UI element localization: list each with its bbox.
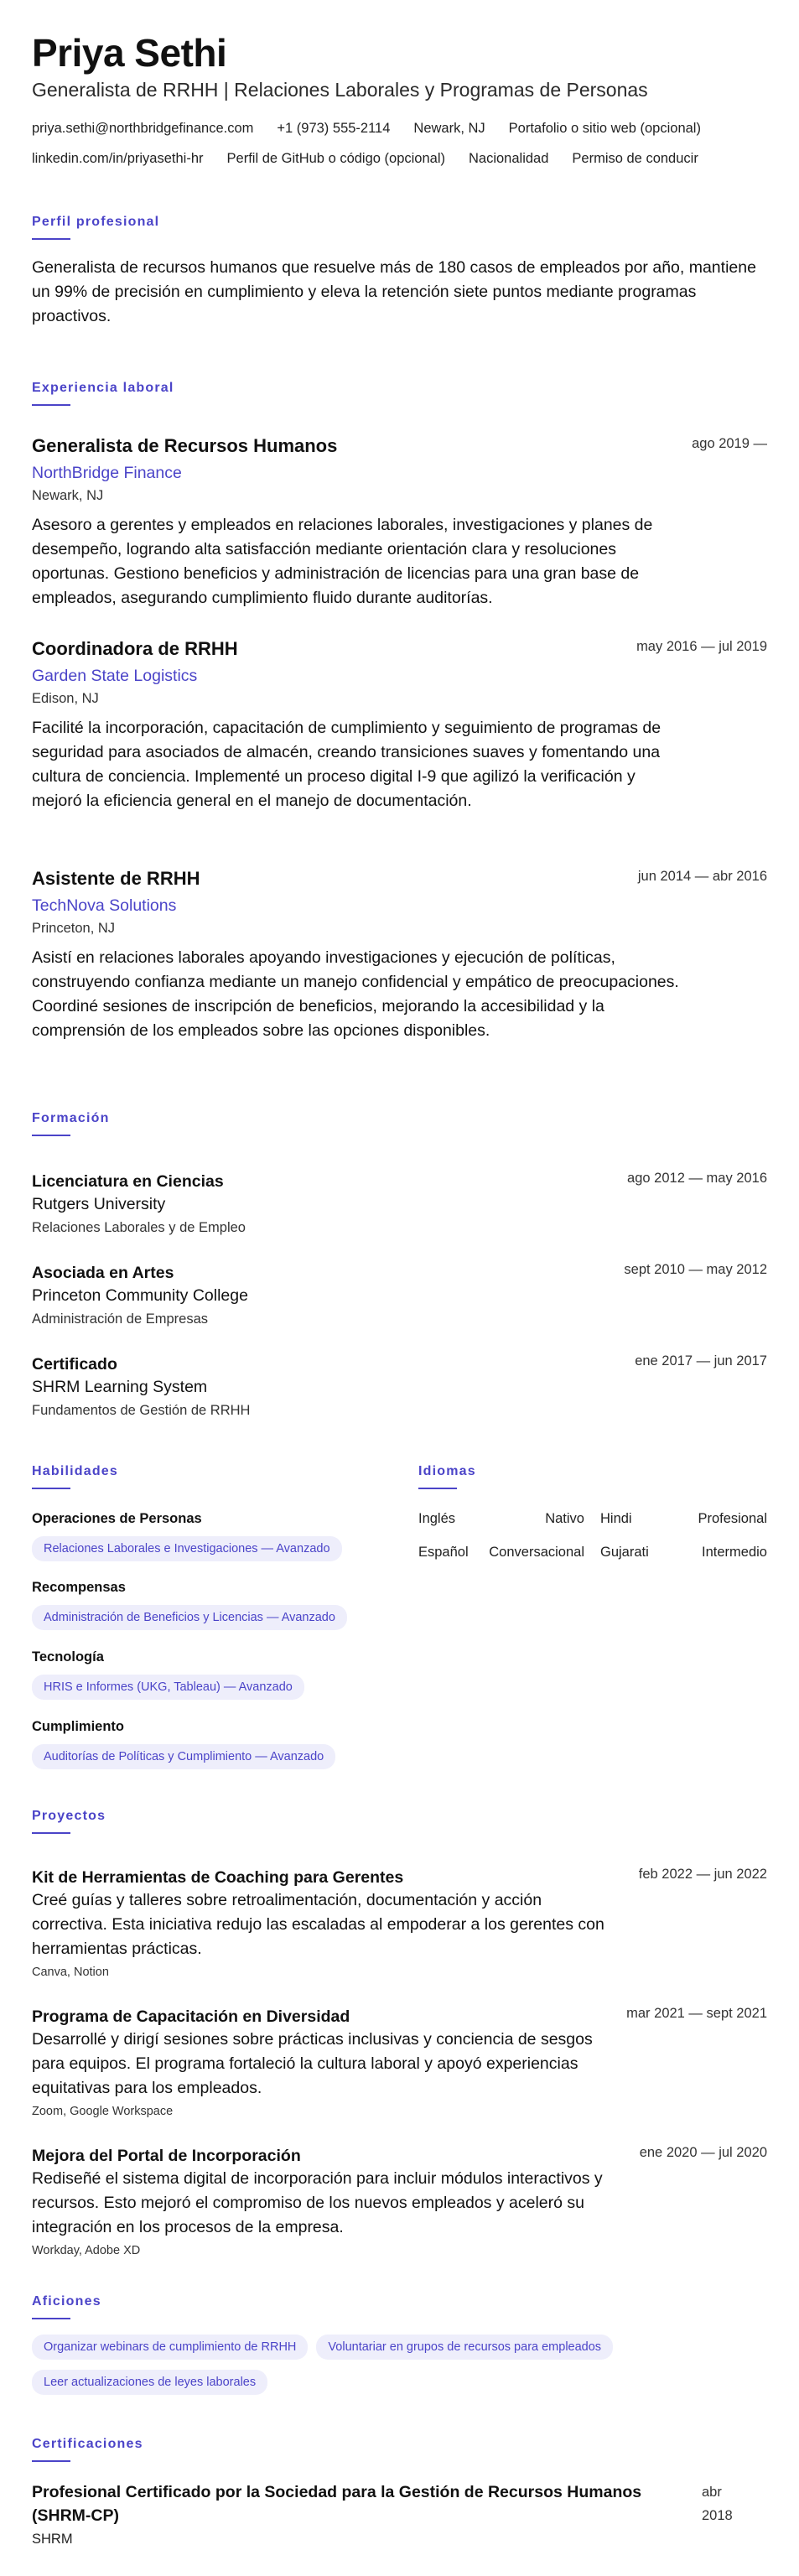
- hobby-pill: Voluntariar en grupos de recursos para empleados: [316, 2334, 613, 2360]
- job-title: Asistente de RRHH: [32, 868, 200, 889]
- job-company: NorthBridge Finance: [32, 464, 182, 482]
- contact-email[interactable]: priya.sethi@northbridgefinance.com: [32, 121, 254, 136]
- job-location: Edison, NJ: [32, 691, 99, 706]
- contact-info: [32, 119, 767, 179]
- job-dates: ago 2019 —: [692, 436, 767, 451]
- education-field: Fundamentos de Gestión de RRHH: [32, 1403, 251, 1418]
- experience-item: [32, 867, 767, 1043]
- contact-nationality: Nacionalidad: [469, 151, 549, 166]
- certification-date: abr 2018: [702, 2485, 733, 2523]
- hobby-pill: Organizar webinars de cumplimiento de RRHH: [32, 2334, 308, 2360]
- project-dates: ene 2020 — jul 2020: [639, 2145, 767, 2160]
- candidate-headline: Generalista de RRHH | Relaciones Laborales y Programas de Personas: [32, 79, 648, 101]
- skill-category: Operaciones de Personas: [32, 1511, 202, 1526]
- job-dates: may 2016 — jul 2019: [636, 639, 767, 654]
- language-name: Gujarati: [600, 1545, 649, 1560]
- skill-group: [32, 1509, 342, 1561]
- contact-website[interactable]: Portafolio o sitio web (opcional): [508, 121, 701, 136]
- project-title: Programa de Capacitación en Diversidad: [32, 2007, 350, 2026]
- contact-license: Permiso de conducir: [572, 151, 698, 166]
- skill-pill: HRIS e Informes (UKG, Tableau) — Avanzado: [32, 1675, 304, 1700]
- certification-issuer: SHRM: [32, 2532, 73, 2547]
- section-rule: [32, 238, 70, 240]
- hobbies-list: [32, 2334, 767, 2405]
- language-level: Profesional: [698, 1511, 767, 1526]
- job-company: Garden State Logistics: [32, 667, 198, 685]
- language-level: Conversacional: [489, 1545, 584, 1560]
- education-field: Relaciones Laborales y de Empleo: [32, 1220, 246, 1235]
- language-level: Intermedio: [702, 1545, 767, 1560]
- experience-item: [32, 434, 767, 610]
- education-school: Rutgers University: [32, 1195, 166, 1213]
- education-item: [32, 1262, 767, 1329]
- job-company: TechNova Solutions: [32, 896, 177, 915]
- section-rule: [418, 1488, 457, 1489]
- education-item: [32, 1353, 767, 1420]
- job-location: Newark, NJ: [32, 488, 104, 503]
- education-degree: Licenciatura en Ciencias: [32, 1172, 224, 1191]
- section-title-hobbies: Aficiones: [32, 2294, 101, 2309]
- language-name: Inglés: [418, 1511, 456, 1526]
- job-description: Asistí en relaciones laborales apoyando investigaciones y ejecución de políticas, construyendo confianza mediante un manejo confidencial y empático de preocupaciones. Coordiné sesiones de inscripción de beneficios, mejorando la accesibilidad y la comprensión de los empleados sobre las opciones disponibles.: [32, 948, 679, 1040]
- contact-github[interactable]: Perfil de GitHub o código (opcional): [226, 151, 445, 166]
- skill-pill: Auditorías de Políticas y Cumplimiento — Avanzado: [32, 1744, 335, 1769]
- section-rule: [32, 1135, 70, 1136]
- summary-text: Generalista de recursos humanos que resuelve más de 180 casos de empleados por año, mantiene un 99% de precisión en cumplimiento y eleva la retención siete puntos mediante programas proactivos.: [32, 258, 756, 325]
- education-field: Administración de Empresas: [32, 1311, 209, 1327]
- project-dates: feb 2022 — jun 2022: [638, 1867, 767, 1882]
- job-dates: jun 2014 — abr 2016: [637, 869, 767, 884]
- job-description: Asesoro a gerentes y empleados en relaciones laborales, investigaciones y planes de desempeño, logrando alta satisfacción mediante orientación clara y resoluciones oportunas. Gestiono beneficios y administración de licencias para una gran base de empleados, asegurando cumplimiento fluido durante auditorías.: [32, 516, 653, 607]
- education-dates: ene 2017 — jun 2017: [635, 1353, 767, 1368]
- education-degree: Certificado: [32, 1355, 117, 1374]
- candidate-name: Priya Sethi: [32, 31, 227, 75]
- language-level: Nativo: [545, 1511, 584, 1526]
- job-location: Princeton, NJ: [32, 921, 116, 936]
- skill-group: [32, 1578, 347, 1630]
- project-description: Rediseñé el sistema digital de incorporación para incluir módulos interactivos y recursos. Esto mejoró el compromiso de los nuevos empleados y aceleró su integración en los procesos de la empresa.: [32, 2169, 603, 2236]
- skill-category: Tecnología: [32, 1649, 104, 1665]
- skill-group: [32, 1717, 335, 1769]
- education-school: Princeton Community College: [32, 1286, 248, 1305]
- skill-category: Cumplimiento: [32, 1719, 124, 1734]
- education-degree: Asociada en Artes: [32, 1264, 174, 1282]
- project-dates: mar 2021 — sept 2021: [626, 2006, 767, 2021]
- job-title: Coordinadora de RRHH: [32, 638, 238, 659]
- project-item: [32, 2145, 767, 2260]
- section-rule: [32, 1488, 70, 1489]
- project-tools: Workday, Adobe XD: [32, 2244, 141, 2257]
- section-title-summary: Perfil profesional: [32, 215, 160, 229]
- certification-title: Profesional Certificado por la Sociedad para la Gestión de Recursos Humanos (SHRM-CP): [32, 2483, 642, 2525]
- section-rule: [32, 1832, 70, 1834]
- language-name: Hindi: [600, 1511, 632, 1526]
- project-tools: Zoom, Google Workspace: [32, 2105, 174, 2118]
- job-title: Generalista de Recursos Humanos: [32, 435, 338, 456]
- project-tools: Canva, Notion: [32, 1966, 109, 1979]
- project-description: Desarrollé y dirigí sesiones sobre prácticas inclusivas y conciencia de sesgos para equipos. El programa fortaleció la cultura laboral y apoyó experiencias equitativas para los empleados.: [32, 2030, 593, 2097]
- section-title-skills: Habilidades: [32, 1464, 119, 1478]
- section-title-certifications: Certificaciones: [32, 2437, 143, 2451]
- section-title-experience: Experiencia laboral: [32, 381, 174, 395]
- contact-linkedin[interactable]: linkedin.com/in/priyasethi-hr: [32, 151, 204, 166]
- section-title-education: Formación: [32, 1111, 110, 1125]
- section-rule: [32, 2318, 70, 2319]
- skill-pill: Relaciones Laborales e Investigaciones — Avanzado: [32, 1536, 342, 1561]
- job-description: Facilité la incorporación, capacitación de cumplimiento y seguimiento de programas de seguridad para asociados de almacén, creando transiciones suaves y fomentando una cultura de conciencia. Implementé un proceso digital I-9 que agilizó la verificación y mejoró la eficiencia general en el manejo de documentación.: [32, 719, 662, 810]
- skill-category: Recompensas: [32, 1580, 126, 1595]
- skill-pill: Administración de Beneficios y Licencias — Avanzado: [32, 1605, 347, 1630]
- hobby-pill: Leer actualizaciones de leyes laborales: [32, 2370, 267, 2395]
- education-item: [32, 1171, 767, 1238]
- education-dates: sept 2010 — may 2012: [624, 1262, 767, 1277]
- experience-item: [32, 637, 767, 813]
- section-rule: [32, 2460, 70, 2462]
- contact-location: Newark, NJ: [413, 121, 485, 136]
- contact-phone[interactable]: +1 (973) 555-2114: [277, 121, 391, 136]
- project-item: [32, 1867, 767, 1981]
- section-title-projects: Proyectos: [32, 1809, 106, 1823]
- certification-item: [32, 2480, 767, 2549]
- section-title-languages: Idiomas: [418, 1464, 476, 1478]
- education-dates: ago 2012 — may 2016: [627, 1171, 767, 1186]
- section-rule: [32, 404, 70, 406]
- skill-group: [32, 1648, 304, 1700]
- project-title: Kit de Herramientas de Coaching para Gerentes: [32, 1868, 404, 1887]
- project-description: Creé guías y talleres sobre retroalimentación, documentación y acción correctiva. Esta iniciativa redujo las escaladas al empoderar a los gerentes con herramientas prácticas.: [32, 1891, 604, 1958]
- project-item: [32, 2006, 767, 2121]
- project-title: Mejora del Portal de Incorporación: [32, 2147, 301, 2165]
- language-name: Español: [418, 1545, 469, 1560]
- education-school: SHRM Learning System: [32, 1378, 208, 1396]
